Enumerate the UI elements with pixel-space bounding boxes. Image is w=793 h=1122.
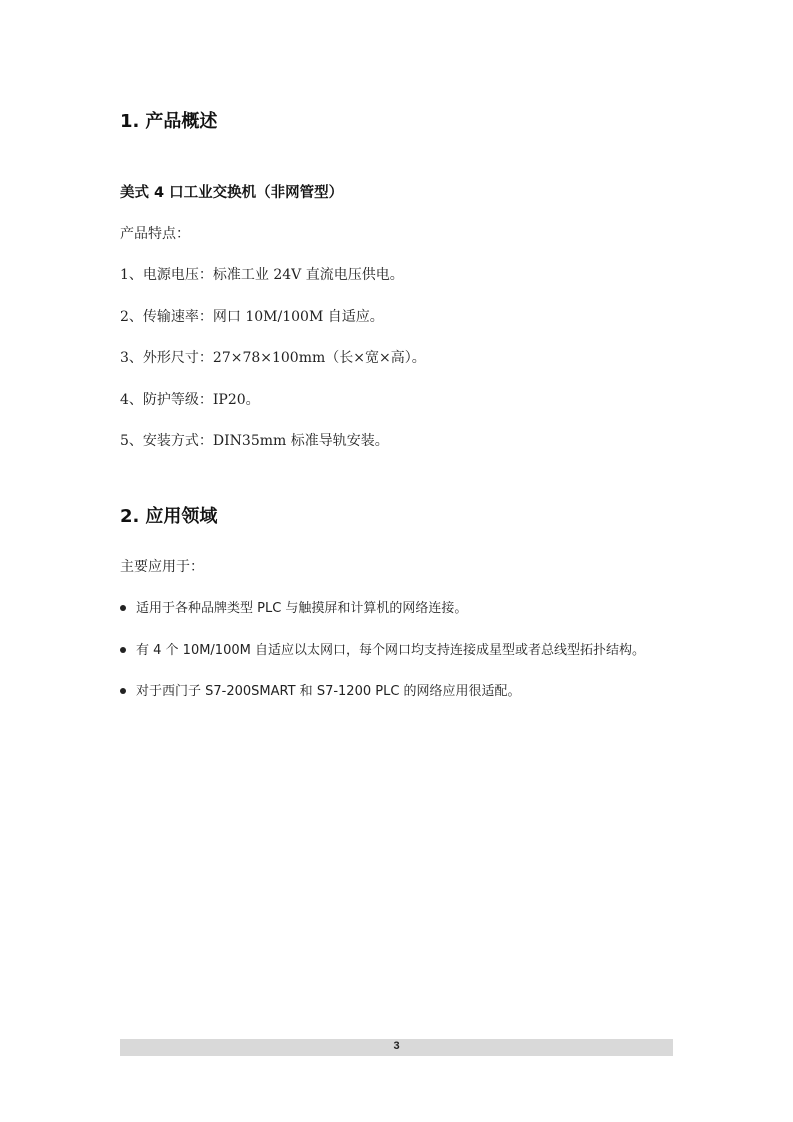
feature-item: 5、安装方式：DIN35mm 标准导轨安装。 [120,433,389,449]
application-bullet [120,639,645,658]
application-bullet-text: 对于西门子 S7-200SMART 和 S7-1200 PLC 的网络应用很适配。 [136,684,521,699]
application-bullet [120,680,521,699]
feature-item: 2、传输速率：网口 10M/100M 自适应。 [120,309,384,325]
section-2-title: 应用领域 [145,506,218,527]
application-bullet [120,597,467,616]
product-subtitle: 美式 4 口工业交换机（非网管型） [120,185,344,201]
feature-item: 4、防护等级：IP20。 [120,392,260,408]
page-number: 3 [393,1040,400,1052]
section-2-heading [120,502,217,528]
section-1-title: 产品概述 [145,111,218,132]
features-intro: 产品特点： [120,226,190,242]
bullet-dot-icon [120,605,126,611]
bullet-dot-icon [120,688,126,694]
section-1-heading [120,107,217,133]
application-bullet-text: 有 4 个 10M/100M 自适应以太网口，每个网口均支持连接成星型或者总线型拓扑结构。 [136,643,645,658]
section-2-number: 2. [120,506,140,527]
footer-bar [120,1039,673,1056]
feature-item: 3、外形尺寸：27×78×100mm（长×宽×高）。 [120,350,426,366]
application-bullet-text: 适用于各种品牌类型 PLC 与触摸屏和计算机的网络连接。 [136,601,468,616]
section-1-number: 1. [120,111,140,132]
bullet-dot-icon [120,647,126,653]
applications-intro: 主要应用于： [120,559,204,575]
feature-item: 1、电源电压：标准工业 24V 直流电压供电。 [120,267,404,283]
